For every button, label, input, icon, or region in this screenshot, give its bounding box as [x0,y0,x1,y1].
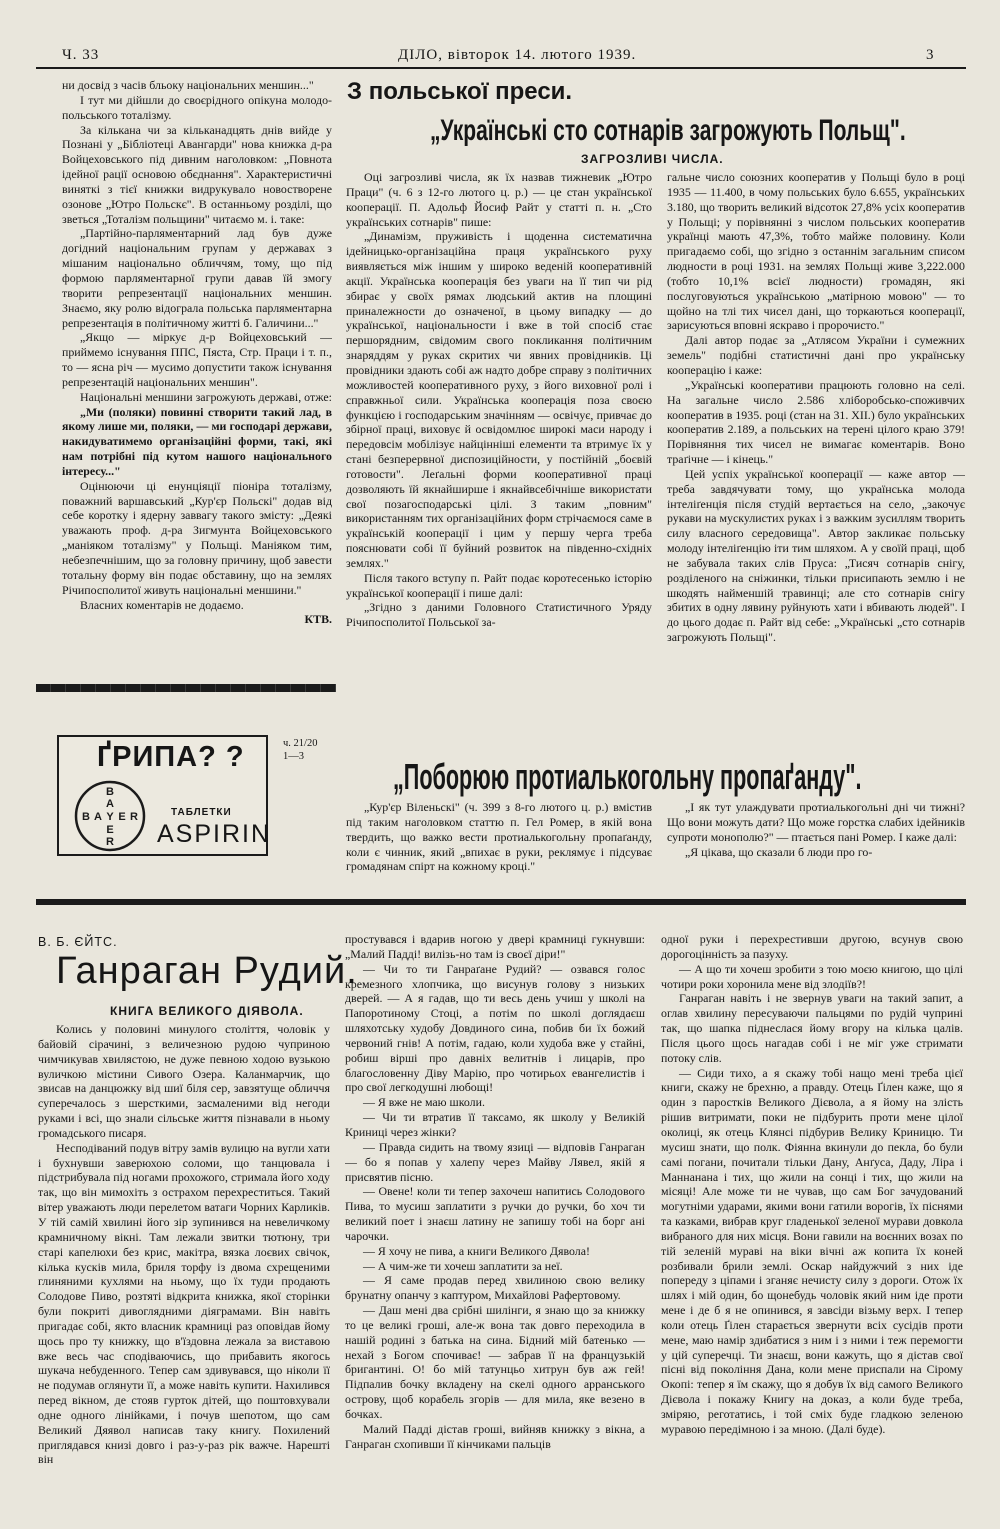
bayer-letter: A [106,798,114,810]
paragraph: І тут ми дійшли до своєрідного опікуна молодо-польського тоталізму. [62,92,332,122]
paragraph: „І як тут улаждувати протиалькогольні дні чи тижні? Що вони можуть дати? Що може горстка слабих ідейників супроти монополю?" — птається пані Ромер. І каже далі: [667,800,965,844]
paragraph: — Правда сидить на твому язиці — відповів Ганраган — бо я попав у халепу через Майву Лявел, якій я присвятив пісню. [345,1139,645,1184]
alcohol-left-column [346,800,652,880]
paragraph: „Українські кооперативи працюють головно на селі. На загальне число 2.586 хліборобсько-споживчих кооператив в 1935. році (стан на 31. XII.) було українських кооператив 2.189, а польських на терені цілого краю 379! Порівняння тих чисел не вимагає коментарів. Воно траґічне — і кінець." [667,377,965,467]
paragraph: Власних коментарів не додаємо. [80,597,244,612]
section-divider-left [36,684,336,692]
story-column-2 [345,932,645,1517]
product-label: ТАБЛЕТКИ [171,807,232,818]
story-column-1 [38,1022,330,1517]
paragraph: „Партійно-парляментарний лад був дуже догідний національним групам у державах з мішаним національно обличчям, тому, що під формою парляментарної групи давав їй змогу творити репрезентації національних меншин. Знаємо, яку ролю відограла польська парляментарна репрезентація в політичному житті б. Галичини..." [62,226,332,330]
paragraph: — Я вже не маю школи. [363,1095,485,1110]
paragraph: Оці загрозливі числа, як їх назвав тижневик „Ютро Праци" (ч. 6 з 12-го лютого ц. р.) — це стан української кооперації. П. Адольф Йосиф Райт у статті п. н. „Сто українських сотнарів" пише: [346,170,652,229]
bold-quote: „Ми (поляки) повинні створити такий лад, в якому лише ми, поляки, — ми господарі держави, накидуватимемо організаційні форми, такі, які нам потрібні під кутом нашого національного інтересу..." [62,404,332,478]
page-number: 3 [926,47,935,63]
header-rule [36,67,966,69]
paragraph: — Даш мені два срібні шилінги, я знаю що за книжку то це великі гроші, але-ж вона так довго переходила в нашій родині з батька на сина. Бідний мій батенько — нехай з Богом спочиває! — забрав її на французькій бригантині. О! бо мій татунцьо хитрун був аж гей! Підпалив бочку вкладену на скелі одного арранського острову, щоб корабель згорів — для мила, яке везено в бочках. [345,1303,645,1421]
paragraph: За кількана чи за кільканадцять днів вийде у Познані у „Бібліотеці Авангарди" нова книжка д-ра Войцеховського під дивним наголовком: „Повнота ідейної рації основою обєднання". Характеристичні виняткі з тієї книжки видрукувало новостворене озонове „Ютро Польскє". В останньому розділі, що зветься „Тоталізм польщини" читаємо м. і. таке: [62,122,332,226]
product-name: ASPIRIN [157,820,272,848]
paragraph: Малий Падді дістав гроші, вийняв книжку з вікна, а Ганраган схопивши її кінчиками пальців [345,1421,645,1451]
paragraph: „Я цікава, що сказали б люди про го- [685,844,873,859]
paragraph: простувався і вдарив ногою у двері крамниці гукнувши: „Малий Падді! вилізь-но там із своєї діри!" [345,932,645,961]
alcohol-right-column [667,800,965,880]
signature: КТВ. [304,612,332,627]
paragraph: Колись у половині минулого століття, чоловік у байовій сірачині, з величезною рудою чуприною чимчикував хвилястою, не дуже певною ходою вузькою вуличкою містини Сивого Озера. Каланмарчик, що звисав на данцюжку від шиї біля сер, завзятуще обличчя суперечалось з шерсткими, засмаленими від негоди руками і всі, що знали сільське життя пізнавали в ньому громадського писаря. [38,1022,330,1140]
story-column-3 [661,932,963,1517]
story-subtitle: КНИГА ВЕЛИКОГО ДІЯВОЛА. [110,1004,304,1018]
paragraph: гальне число союзних кооператив у Польщі було в році 1935 — 11.400, в чому польських було 6.655, українських 3.180, що творить великий відсоток 27,8% усіх кооператив у Польщі; у порівнянні з числом польських кооператив українці мають 47,3%, тобто майже половину. Коли пригадаємо собі, що згідно з останнім загальним списом людности в році 1931. на землях Польщі живе 3,222.000 (тобто 10,1% всієї людности) громадян, які послуговуються українською „матірною мовою" — то щойно на тлі тих чисел дані, що торкаються кооперації, зарисуються вповні яскраво і пророчисто." [667,170,965,333]
paragraph: — Сиди тихо, а я скажу тобі нащо мені треба цієї книги, скажу не брехню, а правду. Отець Ґілен каже, що я один з паростків Великого Дієвола, а я йому на злість рішив витримати, поки не підбурить проти мене цілої околиці, як отець Клянсі підбурив Велику Криницю. Ти мусиш знати, що полк. Фіянна вкинули до пекла, бо були самі погани, почитали тільки Дану, Анґуса, Даду, Ліра і Маннанана і тих, що жили на сонці і тих, що жили на місяці! Але може ти не чував, що сам Бог зачудований могутніми ударами, якими вони гатили ворогів, їх піснями та казками, вибрав круг гладенької зеленої мурави довкола вибраного для них місця. Вони гавили на воєнних возах по тій зеленій мураві на віки вічні аж копита їх коней розбивали брили землі. Оскар найдужчий з них іде попереду з ціпами і зганяє нечисту силу з дороги. Отож їх шлях і мій один, бо щонебудь чоловік який ним іде проти мене і де б я не опинився, я завсіди візьму верх. І тепер коли отець Ґілен старається звернути всіх сусідів проти мене, маю намір здибатися з ним і з ними і теж перемогти у цій суперечці. Ти знаєш, вони кажуть, що я дістав свої пісні від покоління Дана, коли мене приспали на Сірому Окопі: тепер я їм скажу, що я добув їх від самого Великого Дієвола і покажу Книгу на доказ, а коли буде треба, зміряю, реготатись, і той сміх буде гладкою зеленою муравою передімною і за мною. (Далі буде). [661,1065,963,1436]
alcohol-article-title: „Поборюю протиалькогольну пропаґанду". [393,756,862,797]
ad-code: ч. 21/20 1—3 [283,738,318,762]
paragraph: — Я саме продав перед хвилиною свою велику брунатну опанчу з каптуром, Михайлові Рафертовому. [345,1273,645,1303]
paragraph: „Кур'єр Віленьскі" (ч. 399 з 8-го лютого ц. р.) вмістив під таким наголовком статтю п. Гел Ромер, в якій вона твердить, що важко вести протиалькогольну пропаґанду, коли є чинник, який „впихає в руки, реклямує і підсуває громадянам спірт на кожному кроці." [346,800,652,874]
paragraph: Національні меншини загрожують державі, отже: [80,389,332,404]
paragraph: — А що ти хочеш зробити з тою моєю книгою, що цілі чотири роки хоронила мене від злодіїв?! [661,961,963,991]
press-column-1 [346,170,652,754]
section-title: З польської преси. [347,78,573,105]
paragraph: — А чим-же ти хочеш заплатити за неї. [363,1258,563,1273]
paragraph: Далі автор подає за „Атлясом України і сумежних земель" подібні статистичні дані про українську кооперацію і каже: [667,333,965,377]
bayer-letter: E [118,811,126,823]
press-column-2 [667,170,965,754]
paragraph: „Згідно з даними Головного Статистичного Уряду Річипосполитої Польської за- [346,600,652,630]
left-article [62,78,332,682]
section-divider [36,899,966,905]
bayer-letter: B [82,811,90,823]
bayer-letter: E [106,824,114,836]
article-title: „Українські сто сотнарів загрожують Польщ". [430,114,906,147]
paragraph: — Я хочу не пива, а книги Великого Дяволa! [363,1243,590,1258]
paragraph: Цей успіх української кооперації — каже автор — треба завдячувати тому, що українська молода інтеліґенція після студій вертається на село, „закочує рукави на мускулистих руках і з важким зусиллям творить силу власного середовища". Автор закликає польську молоду інтеліґенцію іти тим шляхом. А у своїй праці, щоб не забувала таких слів Пруса: „Тисяч сотнарів снігу, розділеного на сніжинки, тільки присипають землю і не шкодять найменшій травинці; але сто сотнарів снігу збитих в одну лявину руйнують хати і вбивають людей". І до цього додає п. Райт від себе: „Українські „сто сотнарів загрожують Польщі". [667,466,965,645]
bayer-letter: A [94,811,102,823]
paragraph: Ганраган навіть і не звернув уваги на такий запит, а оглав хвилину пересуваючи пальцями по рудій чуприні так, що шапка піднеслася йому вгору на кілька цалів. Після цього щось нагадав собі і не міг уже стримати потоку слів. [661,991,963,1065]
paragraph: Оцінюючи ці енунціяції піоніра тоталізму, поважний варшавський „Кур'єр Польскі" додав від себе коротку і ядерну заввагу такого змісту: „Деякі уважають проф. д-ра Зигмунта Войцеховського „маніяком тоталізму" у Польщі. Маніяком тим, небезпечнішим, що за головну причину, щоб завести тотальну форму він подає обставину, що на землях Річипосполитої живуть національні меншини." [62,478,332,597]
story-author: В. Б. ЄЙТС. [38,935,118,949]
paragraph: — Чи ти втратив її таксамо, як школу у Великій Криниці через жінки? [345,1110,645,1139]
paragraph: ни досвід з часів бльоку національних меншин..." [62,78,314,92]
paragraph: Несподіваний подув вітру замів вулицю на вугли хати і бухнувши заверюхою соломи, що танцювала і підстрибувала під ногами прохожого, стримала його ходу так, що він мимохіть з острахом перехреститься. Такий вітер уважають люди перелетом ватаги Чорних Карликів. У тій самій хвилині його зір зупинився на невеличкому крамничному вікні. Там лежали звитки тютюну, три старі капелюхи без крис, макітра, вязка лоєвих свічок, кілька кусків мила, бриля торфу із двома схрещеними глиняними кухлями на ньому, що їх туди продають Солодове Пиво, розтяті відкрита книжка, якої сторінки були покриті дивоглядними діяграмами. Він навіть пригадає собі, якто власник крамниці раз оповідав йому щось про ту книжку, що в'їздовна лежала за виставою вже весь час сподіваючись, що прибавить якогось шукача небуденного. Тепер сам здивувався, що ніколи її не подумав оглянути її, а може навіть купити. Нахилився перед вікном, де стояв гурток дітей, що поштовхували одне одного лінійками, і почув шепотом, що сам Великий Дяявол написав таку книгу. Похилений приглядався книзі довго і раз-у-раз рік важче. Нарешті він [38,1140,330,1467]
paragraph: — Овене! коли ти тепер захочеш напитись Солодового Пива, то мусиш заплатити з ручки до ручки, бо хоч ти великий поет і знаєш латину не запишу тобі на борг ані чарочки. [345,1184,645,1243]
bayer-letter: Y [106,811,114,823]
ad-headline: ҐРИПА? ? [97,741,245,773]
bayer-letter: R [130,811,138,823]
bayer-cross-icon [73,779,147,853]
article-subtitle: ЗАГРОЗЛИВІ ЧИСЛА. [581,152,724,166]
bayer-letter: B [106,786,114,798]
paragraph: „Якщо — міркує д-р Войцеховський — приймемо існування ППС, Пяста, Стр. Праци і т. п., то — ясна річ — мусимо допустити також існування репрезентацій національних меншин". [62,330,332,389]
paragraph: одної руки і перехрестивши другою, всунув свою дорогоцінність за пазуху. [661,932,963,961]
bayer-letter: R [106,836,114,848]
aspirin-advertisement [57,735,272,856]
paragraph: „Динамізм, пруживість і щоденна систематична ідейницько-організаційна праця українського руху виявляється між іншим у широко веденій кооперативній акції. Українська кооперація без уваги на її тип чи рід збирає у своїх рямах людський актив на площині приналежности до означеної, в цьому випадку — до української, національности і вже в той спосіб стає першорядним, свідомим свого покликання політичним знаряддям у руках скритих чи явних провідників. Ці провідники здають собі аж надто добре справу з політичних можливостей кооперативного руху, з його виховної ролі і справжньої сили. Українська кооперація поза своєю функцією і господарським значінням — освічує, привчає до збірної праці, виховує й освідомлює широкі маси народу і передовсім мобілізує найцінніші елементи та втримує їх у стані безперервної диспозиційности, у постійній „боєвій готовости". Леґальні форми кооперативної праці дозволяють їй якнайширше і якнайвсебічніше використати свої позагосподарські цілі. З таким „повним" використанням тих організаційних форм стрічаємося саме в українській кооперації і цим у першу черга треба пояснювати собі її буйний розвиток на південно-східніх землях." [346,229,652,570]
paragraph: Після такого вступу п. Райт подає коротесенько історію української кооперації і пише далі: [346,570,652,600]
masthead-date: ДІЛО, вівторок 14. лютого 1939. [398,47,637,63]
page-part: Ч. 33 [62,47,100,63]
story-title: Ганраган Рудий. [56,950,358,992]
paragraph: — Чи то ти Ганраґане Рудий? — озвався голос кремезного хлопчика, що висунув голову з низьких дверей. — А я гадав, що ти весь день учиш у школі на Папоротиному Стоці, а потім по школі доглядаєш шляхотську худобу Довдиного сина, побив би їх божий червоний гнів! А потім, гадаю, коли худоба вже у стайні, робиш вірші про давніх велитнів і лицарів, про благословенну Діву Марію, про чотирьох евангелистів і про свої легкодушні любощі! [345,961,645,1095]
